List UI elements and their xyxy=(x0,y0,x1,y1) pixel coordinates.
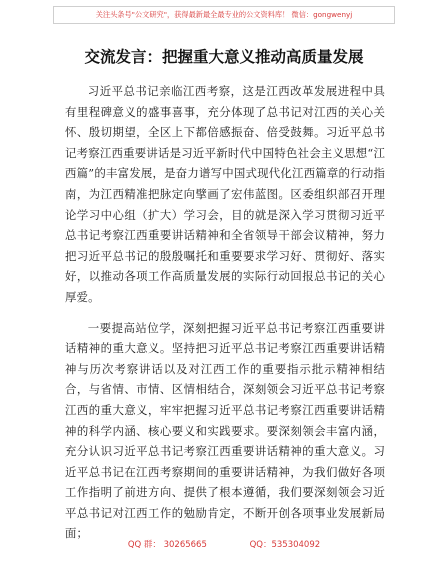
footer-contact xyxy=(0,538,448,550)
document-title: 交流发言：把握重大意义推动高质量发展 xyxy=(84,48,364,66)
qq-group-number: QQ 群： 30265665 xyxy=(127,540,207,550)
document-body xyxy=(65,81,385,544)
paragraph: 一要提高站位学，深刻把握习近平总书记考察江西重要讲话精神的重大意义。坚持把习近平总书记考察江西重要讲话精神与历次考察讲话以及对江西工作的重要指示批示精神相结合，与省情、市情、区情相结合，深刻领会习近平总书记考察江西的重大意义，牢牢把握习近平总书记考察江西重要讲话精神的科学内涵、核心要义和实践要求。要深刻领会丰富内涵，充分认识习近平总书记考察江西重要讲话精神的重大意义。习近平总书记在江西考察期间的重要讲话精神，为我们做好各项工作指明了前进方向、提供了根本遵循，我们要深刻领会习近平总书记对江西工作的勉励肯定，不断开创各项事业发展新局面； xyxy=(65,320,385,541)
promo-banner: 关注头条号"公文研究"，获得最新最全最专业的公文资料库！ 微信：gongwenyj xyxy=(53,6,395,24)
paragraph: 习近平总书记亲临江西考察，这是江西改革发展进程中具有里程碑意义的盛事喜事，充分体现了总书记对江西的关心关怀、殷切期望，全区上下都倍感振奋、倍受鼓舞。习近平总书记考察江西重要讲话是习近平新时代中国特色社会主义思想“江西篇”的丰富发展，是奋力谱写中国式现代化江西篇章的行动指南，为江西精准把脉定向擘画了宏伟蓝图。区委组织部召开理论学习中心组（扩大）学习会，目的就是深入学习贯彻习近平总书记考察江西重要讲话精神和全省领导干部会议精神，努力把习近平总书记的殷殷嘱托和重要要求学习好、贯彻好、落实好，以推动各项工作高质量发展的实际行动回报总书记的关心厚爱。 xyxy=(65,84,385,304)
qq-number: QQ：535304092 xyxy=(249,540,321,550)
